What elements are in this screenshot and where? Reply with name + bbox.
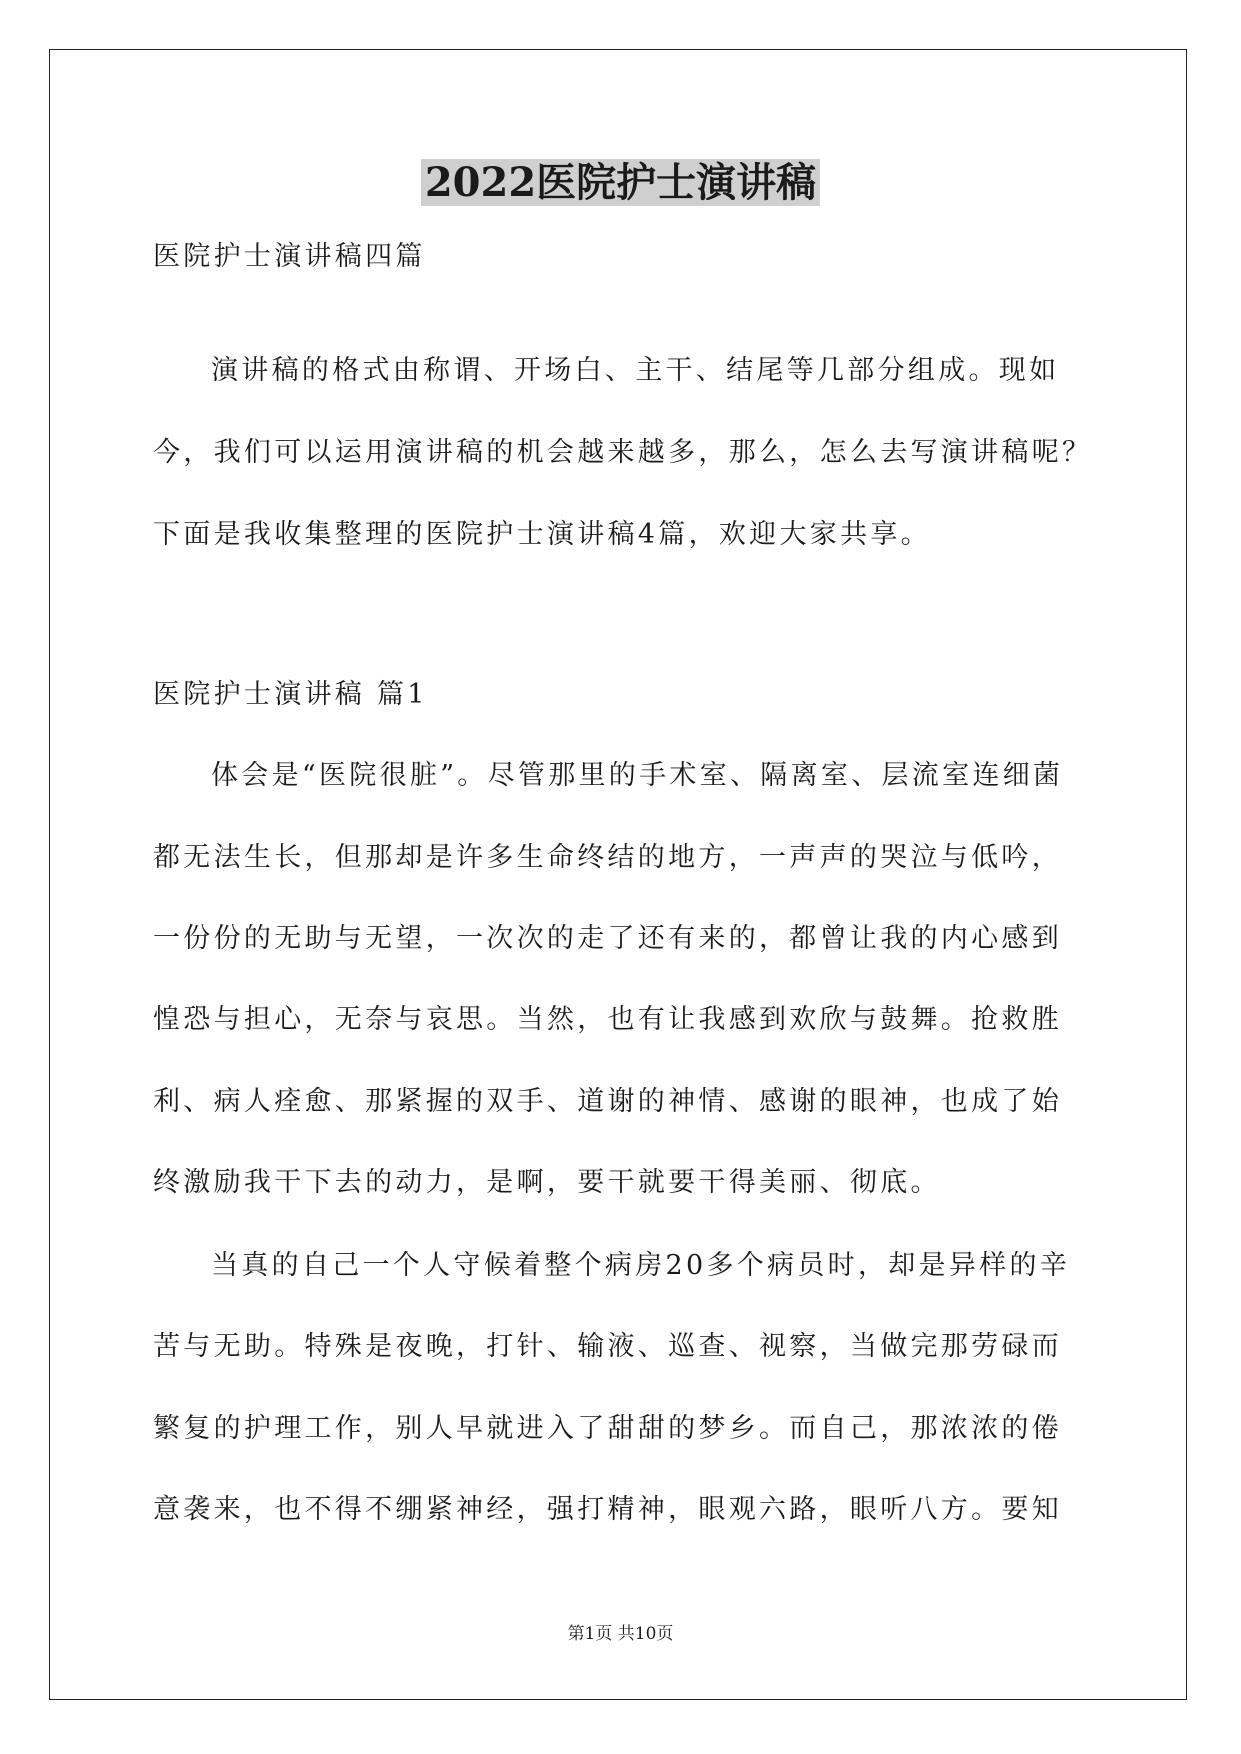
paragraph-line: 体会是“医院很脏”。尽管那里的手术室、隔离室、层流室连细菌 [211, 760, 1064, 791]
paragraph-line: 惶恐与担心，无奈与哀思。当然，也有让我感到欢欣与鼓舞。抢救胜 [153, 1004, 1062, 1035]
paragraph-line: 都无法生长，但那却是许多生命终结的地方，一声声的哭泣与低吟， [153, 842, 1062, 873]
paragraph-line: 意袭来，也不得不绷紧神经，强打精神，眼观六路，眼听八方。要知 [153, 1494, 1062, 1525]
paragraph-line: 当真的自己一个人守候着整个病房20多个病员时，却是异样的辛 [211, 1250, 1071, 1281]
document-title: 2022医院护士演讲稿 [0, 155, 1241, 211]
page-number: 第1页 共10页 [567, 1624, 674, 1644]
section-heading: 医院护士演讲稿 篇1 [153, 679, 428, 710]
paragraph-line: 利、病人痊愈、那紧握的双手、道谢的神情、感谢的眼神，也成了始 [153, 1086, 1062, 1117]
paragraph-line: 繁复的护理工作，别人早就进入了甜甜的梦乡。而自己，那浓浓的倦 [153, 1413, 1062, 1444]
intro-line: 下面是我收集整理的医院护士演讲稿4篇，欢迎大家共享。 [153, 519, 931, 550]
paragraph-line: 终激励我干下去的动力，是啊，要干就要干得美丽、彻底。 [153, 1167, 941, 1198]
paragraph-line: 苦与无助。特殊是夜晚，打针、输液、巡查、视察，当做完那劳碌而 [153, 1331, 1062, 1362]
subtitle: 医院护士演讲稿四篇 [153, 241, 426, 272]
intro-line: 今，我们可以运用演讲稿的机会越来越多，那么，怎么去写演讲稿呢？ [153, 437, 1093, 468]
intro-line: 演讲稿的格式由称谓、开场白、主干、结尾等几部分组成。现如 [211, 355, 1060, 386]
paragraph-line: 一份份的无助与无望，一次次的走了还有来的，都曾让我的内心感到 [153, 923, 1062, 954]
